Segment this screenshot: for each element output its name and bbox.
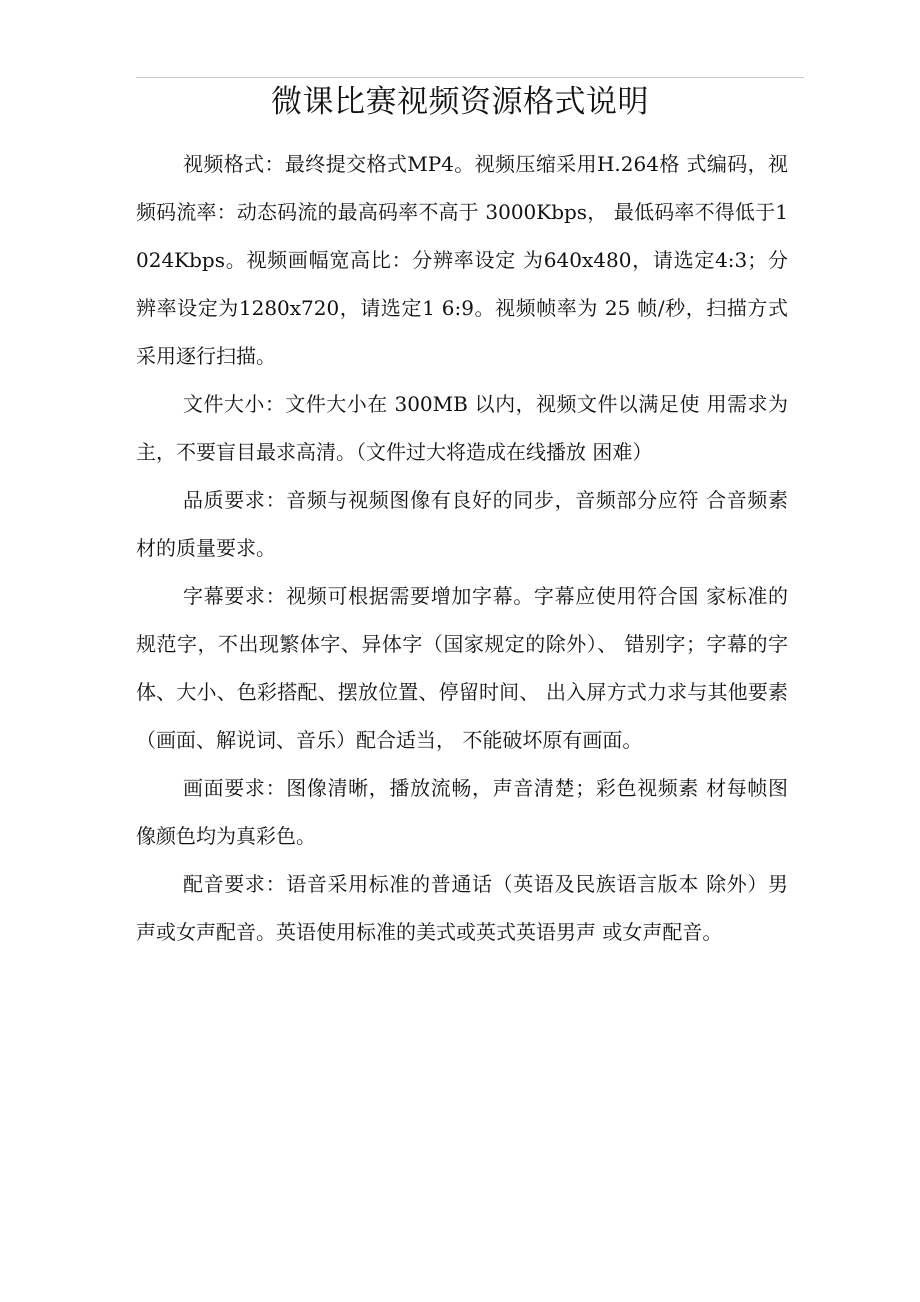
paragraph-video-format: 视频格式：最终提交格式MP4。视频压缩采用H.264格 式编码，视频码流率：动态码流的最高码率不高于 3000Kbps， 最低码率不得低于1024Kbps。视频画幅宽高比：分辨率设定 为640x480，请选定4:3；分辨率设定为1280x720，请选定1 6:9。视频帧率为 25 帧/秒，扫描方式采用逐行扫描。 [136,152,788,368]
paragraph-dubbing: 配音要求：语音采用标准的普通话（英语及民族语言版本 除外）男声或女声配音。英语使用标准的美式或英式英语男声 或女声配音。 [136,872,788,944]
header-rule [136,77,804,78]
paragraph-quality: 品质要求：音频与视频图像有良好的同步，音频部分应符 合音频素材的质量要求。 [136,488,788,560]
paragraph-picture: 画面要求：图像清晰，播放流畅，声音清楚；彩色视频素 材每帧图像颜色均为真彩色。 [136,776,788,848]
paragraph-file-size: 文件大小：文件大小在 300MB 以内，视频文件以满足使 用需求为主，不要盲目最求高清。（文件过大将造成在线播放 困难） [136,392,788,464]
document-title: 微课比赛视频资源格式说明 [271,84,649,120]
document-body [136,140,788,956]
paragraph-subtitles: 字幕要求：视频可根据需要增加字幕。字幕应使用符合国 家标准的规范字，不出现繁体字、异体字（国家规定的除外）、 错别字；字幕的字体、大小、色彩搭配、摆放位置、停留时间、 出入屏方式力求与其他要素（画面、解说词、音乐）配合适当， 不能破坏原有画面。 [136,584,788,752]
